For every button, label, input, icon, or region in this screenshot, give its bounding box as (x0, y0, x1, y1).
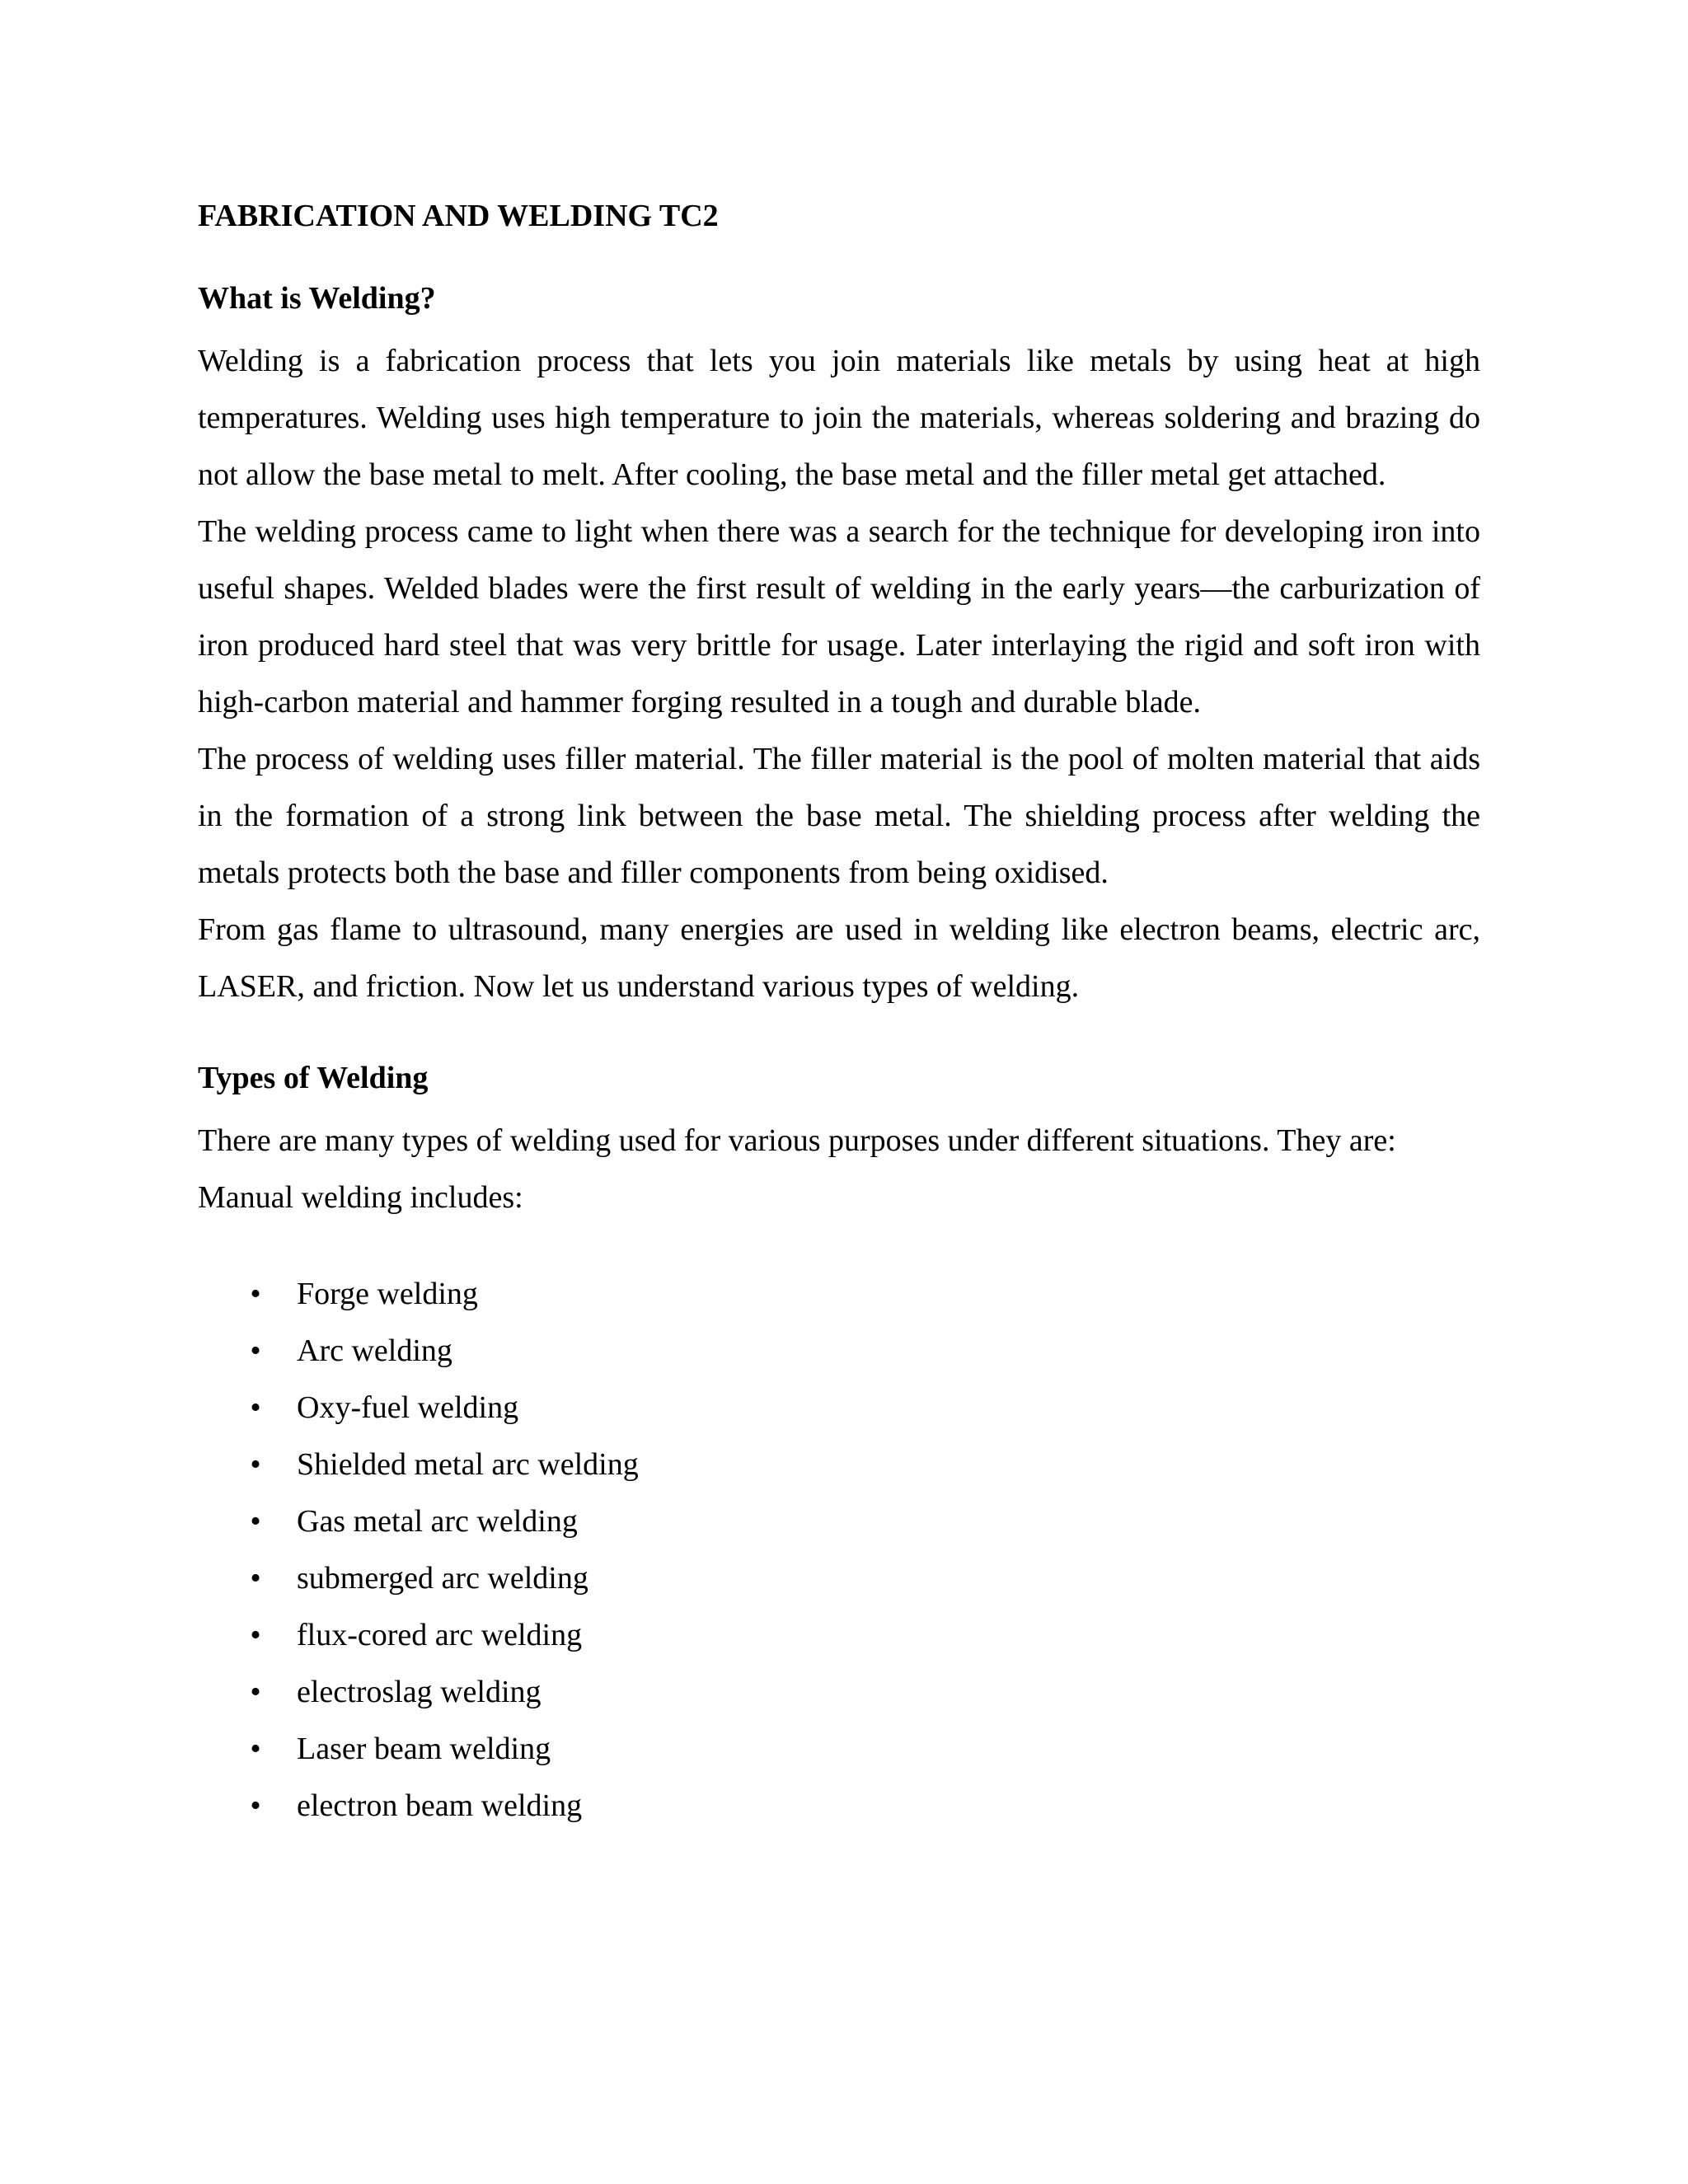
bullet-icon: • (250, 1504, 261, 1539)
list-item-text: Laser beam welding (297, 1732, 551, 1766)
list-item (198, 1266, 1480, 1323)
bullet-icon: • (250, 1561, 261, 1596)
section-heading: What is Welding? (198, 281, 436, 316)
list-item (198, 1436, 1480, 1493)
list-item (198, 1664, 1480, 1721)
bullet-icon: • (250, 1277, 261, 1311)
list-item-text: Shielded metal arc welding (297, 1447, 639, 1482)
list-item (198, 1607, 1480, 1664)
list-item-text: electroslag welding (297, 1675, 542, 1709)
bullet-icon: • (250, 1675, 261, 1709)
paragraph: The process of welding uses filler material. The filler material is the pool of molten material that aids in the formation of a strong link between the base metal. The shielding process after welding the metals protects both the base and filler components from being oxidised. (198, 742, 1480, 890)
list-item (198, 1550, 1480, 1607)
paragraph: Manual welding includes: (198, 1180, 523, 1215)
bullet-icon: • (250, 1788, 261, 1823)
document-title: FABRICATION AND WELDING TC2 (198, 199, 719, 233)
paragraph: There are many types of welding used for various purposes under different situations. They are: (198, 1123, 1396, 1158)
section-spacer (198, 1015, 1480, 1057)
bullet-icon: • (250, 1447, 261, 1482)
list-item (198, 1721, 1480, 1778)
list-item-text: Forge welding (297, 1277, 478, 1311)
list-item (198, 1323, 1480, 1380)
list-item-text: Gas metal arc welding (297, 1504, 578, 1539)
paragraph: Welding is a fabrication process that lets you join materials like metals by using heat at high temperatures. Welding uses high temperature to join the materials, whereas soldering and brazing do not allow the base metal to melt. After cooling, the base metal and the filler metal get attached. (198, 344, 1480, 492)
section-types-of-welding (198, 1057, 1480, 1835)
paragraph: The welding process came to light when there was a search for the technique for developing iron into useful shapes. Welded blades were the first result of welding in the early years—the carburization of iron produced hard steel that was very brittle for usage. Later interlaying the rigid and soft iron with high-carbon material and hammer forging resulted in a tough and durable blade. (198, 514, 1480, 719)
list-item-text: submerged arc welding (297, 1561, 588, 1596)
list-item-text: Oxy-fuel welding (297, 1390, 519, 1425)
bullet-icon: • (250, 1732, 261, 1766)
list-item-text: electron beam welding (297, 1788, 583, 1823)
document-content (198, 194, 1480, 1835)
list-item-text: flux-cored arc welding (297, 1618, 583, 1652)
list-item-text: Arc welding (297, 1333, 452, 1368)
bullet-icon: • (250, 1333, 261, 1368)
section-what-is-welding (198, 277, 1480, 1015)
section-heading: Types of Welding (198, 1061, 429, 1095)
bullet-icon: • (250, 1390, 261, 1425)
bullet-icon: • (250, 1618, 261, 1652)
paragraph: From gas flame to ultrasound, many energies are used in welding like electron beams, electric arc, LASER, and friction. Now let us understand various types of welding. (198, 912, 1480, 1004)
list-item (198, 1778, 1480, 1835)
list-item (198, 1380, 1480, 1436)
list-item (198, 1493, 1480, 1550)
welding-types-list (198, 1266, 1480, 1835)
